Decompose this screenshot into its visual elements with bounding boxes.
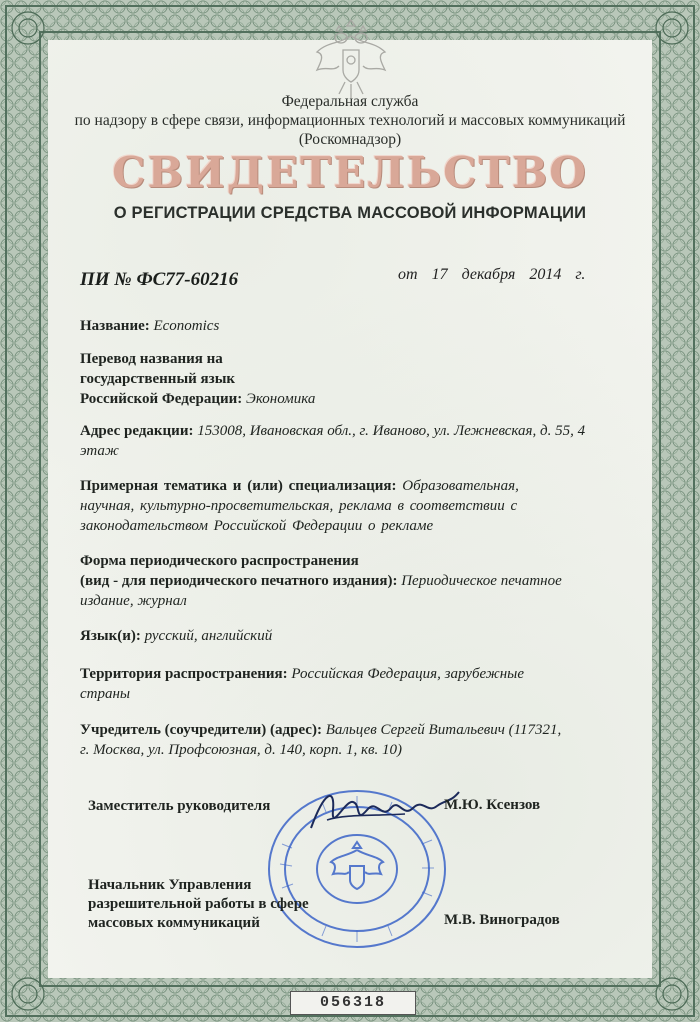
field-translation-value: Экономика xyxy=(246,391,316,407)
date-month: декабря xyxy=(461,266,516,283)
field-topics-label: Примерная тематика и (или) специализация: xyxy=(80,478,397,494)
agency-name-line2: по надзору в сфере связи, информационных технологий и массовых коммуникаций xyxy=(74,112,626,129)
field-translation-label-2: государственный язык xyxy=(80,371,236,387)
field-form xyxy=(80,551,620,611)
field-form-value-1: Периодическое печатное xyxy=(401,573,562,589)
date-prefix: от xyxy=(398,266,418,283)
serial-number: 056318 xyxy=(290,991,416,1015)
head-title-line2: разрешительной работы в сфере xyxy=(88,896,309,912)
field-form-label-2: (вид - для периодического печатного издания): xyxy=(80,573,398,589)
deputy-title: Заместитель руководителя xyxy=(88,798,271,814)
field-topics xyxy=(80,476,620,536)
field-founder-value-1b: (117321, xyxy=(508,722,562,738)
handwritten-signature-icon xyxy=(305,780,465,850)
field-form-label-1: Форма периодического распространения xyxy=(80,553,359,569)
field-name xyxy=(80,316,620,336)
field-topics-value-3: законодательством Российской Федерации о рекламе xyxy=(80,518,434,534)
date-year: 2014 г. xyxy=(529,266,586,283)
field-language-label: Язык(и): xyxy=(80,628,141,644)
date-day: 17 xyxy=(431,266,448,283)
field-language xyxy=(80,626,620,646)
field-name-label: Название: xyxy=(80,318,150,334)
head-name: М.В. Виноградов xyxy=(444,912,560,928)
head-title-line3: массовых коммуникаций xyxy=(88,915,260,931)
field-territory-label: Территория распространения: xyxy=(80,666,288,682)
agency-name-line3: (Роскомнадзор) xyxy=(298,131,402,148)
field-address-label: Адрес редакции: xyxy=(80,423,194,439)
certificate-subtitle: О РЕГИСТРАЦИИ СРЕДСТВА МАССОВОЙ ИНФОРМАЦИИ xyxy=(113,204,587,222)
field-topics-value-2: научная, культурно-просветительская, реклама в соответствии с xyxy=(80,498,518,514)
field-translation-label-1: Перевод названия на xyxy=(80,351,223,367)
field-address xyxy=(80,421,620,461)
field-name-value: Economics xyxy=(153,318,220,334)
field-translation xyxy=(80,349,620,409)
field-address-value-2: этаж xyxy=(80,443,119,459)
field-founder-value-1: Вальцев Сергей Витальевич xyxy=(325,722,505,738)
head-title xyxy=(88,876,309,933)
field-founder-label: Учредитель (соучредители) (адрес): xyxy=(80,722,322,738)
coat-of-arms-icon xyxy=(309,14,393,102)
field-language-value: русский, английский xyxy=(144,628,273,644)
field-territory-value-2: страны xyxy=(80,686,131,702)
field-topics-value-1: Образовательная, xyxy=(402,478,519,494)
field-territory-value-1: Российская Федерация, зарубежные xyxy=(291,666,524,682)
registration-date xyxy=(398,266,585,284)
field-translation-label-3: Российской Федерации: xyxy=(80,391,243,407)
field-founder xyxy=(80,720,620,760)
registration-number: ПИ № ФС77-60216 xyxy=(80,269,239,290)
field-territory xyxy=(80,664,620,704)
field-form-value-2: издание, журнал xyxy=(80,593,187,609)
field-founder-value-2: г. Москва, ул. Профсоюзная, д. 140, корп. 1, кв. 10) xyxy=(80,742,402,758)
head-title-line1: Начальник Управления xyxy=(88,877,252,893)
agency-name-line1: Федеральная служба xyxy=(281,93,419,110)
certificate-title: СВИДЕТЕЛЬСТВО xyxy=(112,148,588,197)
field-address-value-1: 153008, Ивановская обл., г. Иваново, ул. Лежневская, д. 55, 4 xyxy=(197,423,586,439)
deputy-name: М.Ю. Ксензов xyxy=(444,797,541,813)
